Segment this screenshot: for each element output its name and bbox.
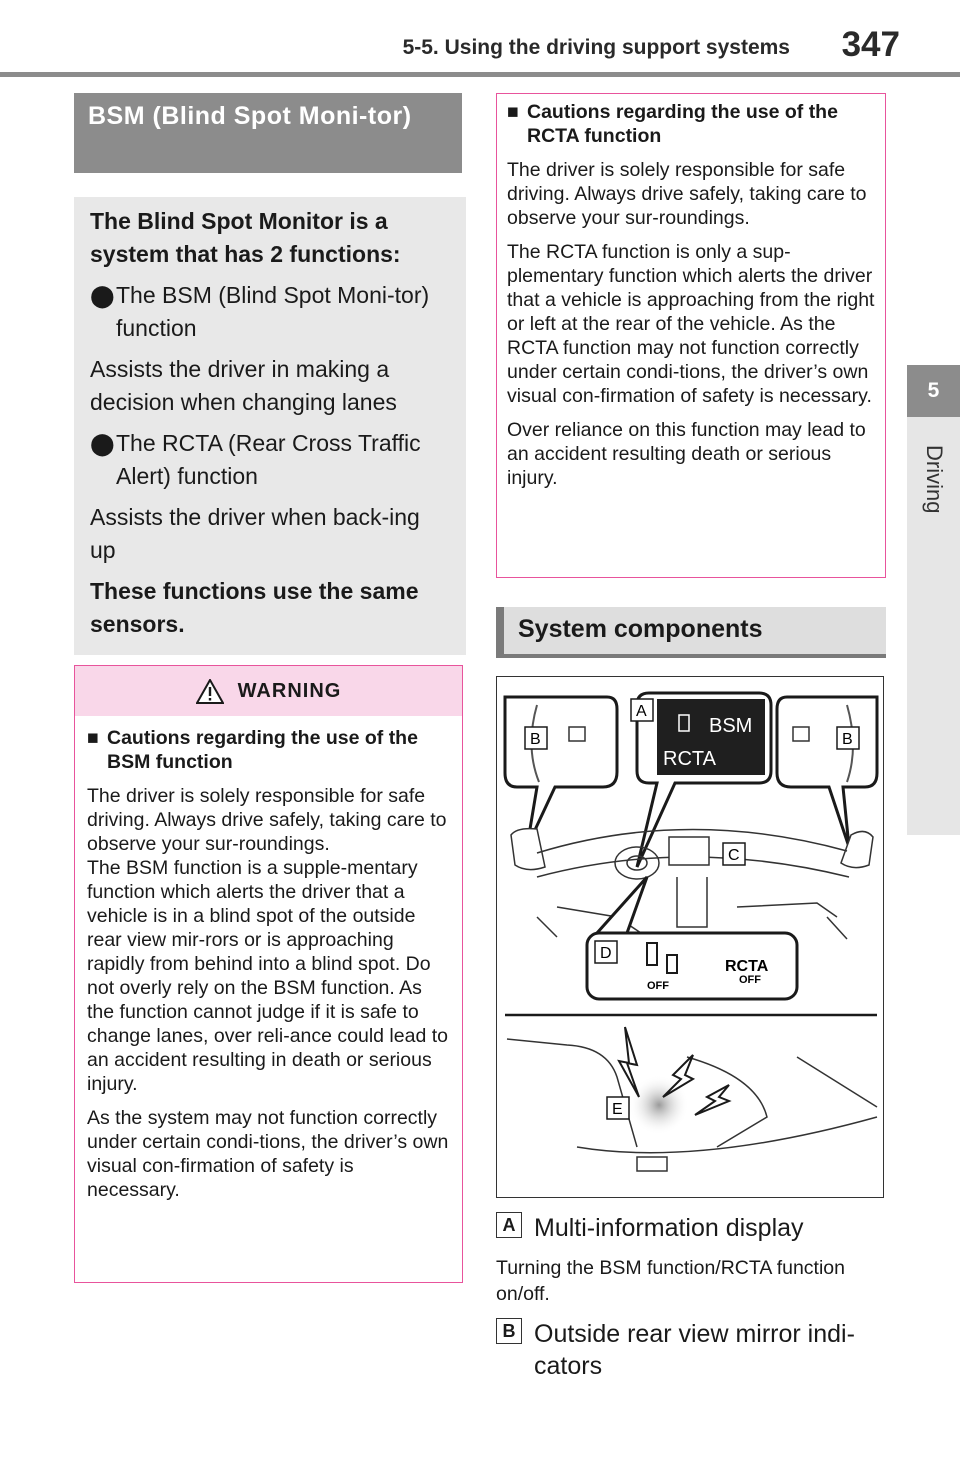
switch-rcta-text: RCTA — [725, 958, 769, 975]
label-a-text: A — [636, 703, 647, 720]
intro-closing: These functions use the same sensors. — [90, 578, 419, 637]
warning-header — [75, 666, 462, 716]
component-a — [496, 1212, 804, 1244]
component-a-desc: Turning the BSM function/RCTA function on/off. — [496, 1257, 846, 1305]
label-e-box — [607, 1097, 629, 1119]
switch-off-left: OFF — [647, 980, 669, 992]
intro-lead: The Blind Spot Monitor is a system that has 2 functions: — [90, 208, 401, 267]
warning-para-1 — [87, 784, 450, 1096]
label-b-left-box — [525, 727, 547, 749]
warning-para-1b: The BSM function is a supple-mentary function which alerts the driver that a vehicle is in a blind spot of the outside rear view mir-rors or is approaching rapidly from behind into a blind spot. Do not overly rely on the BSM function. As the function cannot judge if it is safe to change lanes, over reli-ance could lead to an accident resulting in death or serious injury. — [87, 857, 448, 1095]
page-header — [0, 0, 960, 80]
rcta-subheading — [507, 100, 875, 148]
label-e-text: E — [612, 1101, 623, 1118]
right-mirror-callout — [777, 697, 877, 847]
intro-desc-rcta: Assists the driver when back-ing up — [90, 504, 420, 563]
bullet-text: The RCTA (Rear Cross Traffic Alert) function — [116, 430, 421, 489]
warning-triangle-icon — [196, 679, 224, 704]
rcta-para-1: The driver is solely responsible for safe driving. Always drive safely, taking care to observe your sur-roundings. — [507, 159, 867, 229]
intro-desc-bsm: Assists the driver in making a decision when changing lanes — [90, 356, 397, 415]
switch-callout — [587, 877, 797, 999]
label-b-left-text: B — [530, 731, 541, 748]
intro-box — [74, 197, 466, 655]
chapter-number: 5 — [907, 365, 960, 417]
label-a-box — [631, 699, 653, 721]
component-a-name: Multi-information display — [534, 1214, 804, 1242]
label-c-text: C — [728, 847, 740, 864]
display-rcta-text: RCTA — [663, 748, 716, 770]
dashboard-drawing — [511, 829, 873, 939]
warning-title: WARNING — [237, 679, 342, 702]
warning-box — [74, 665, 463, 1283]
component-a-label: A — [496, 1212, 522, 1238]
warning-body — [75, 716, 462, 1208]
header-divider — [0, 72, 960, 77]
component-b-label: B — [496, 1318, 522, 1344]
page-number: 347 — [841, 25, 900, 64]
component-b — [496, 1318, 874, 1382]
square-bullet-icon: ■ — [507, 101, 519, 123]
bullet-icon: ⬤ — [90, 283, 115, 308]
chapter-tab — [907, 365, 960, 835]
section-title: 5-5. Using the driving support systems — [402, 36, 790, 59]
heading-underline — [496, 654, 886, 658]
warning-subheading — [87, 726, 450, 774]
intro-bullet-rcta — [90, 427, 450, 493]
warning-para-2: As the system may not function correctly under certain condi-tions, the driver’s own visual con-firmation of safety is necessary. — [87, 1107, 449, 1201]
bullet-icon: ⬤ — [90, 431, 115, 456]
chapter-label: Driving — [922, 445, 947, 514]
rcta-caution-box — [496, 93, 886, 578]
label-b-right-box — [837, 727, 859, 749]
label-c-box — [723, 843, 745, 865]
display-bsm-text: BSM — [709, 715, 753, 737]
component-b-name: Outside rear view mirror indi-cators — [534, 1320, 855, 1380]
rcta-para-3: Over reliance on this function may lead to an accident resulting death or serious injury. — [507, 419, 866, 489]
label-b-right-text: B — [842, 731, 853, 748]
switch-off-right: OFF — [739, 974, 761, 986]
left-mirror-callout — [505, 697, 617, 847]
warning-para-1a: The driver is solely responsible for safe driving. Always drive safely, taking care to observe your sur-roundings. — [87, 785, 447, 855]
system-components-illustration — [496, 676, 884, 1198]
rcta-subheading-text: Cautions regarding the use of the RCTA function — [527, 101, 838, 147]
square-bullet-icon: ■ — [87, 727, 99, 749]
label-d-text: D — [600, 945, 612, 962]
intro-bullet-bsm — [90, 279, 450, 345]
warning-subheading-text: Cautions regarding the use of the BSM function — [107, 727, 418, 773]
system-components-heading: System components — [496, 607, 886, 655]
dashboard-diagram — [497, 677, 884, 1198]
bullet-text: The BSM (Blind Spot Moni-tor) function — [116, 282, 430, 341]
rcta-para-2: The RCTA function is only a sup-plementary function which alerts the driver that a vehicle is approaching from the right or left at the rear of the vehicle. As the RCTA function may not function correctly under certain condi-tions, the driver’s own visual con-firmation of safety is necessary. — [507, 241, 875, 407]
bsm-section-heading: BSM (Blind Spot Moni-tor) — [74, 93, 462, 173]
